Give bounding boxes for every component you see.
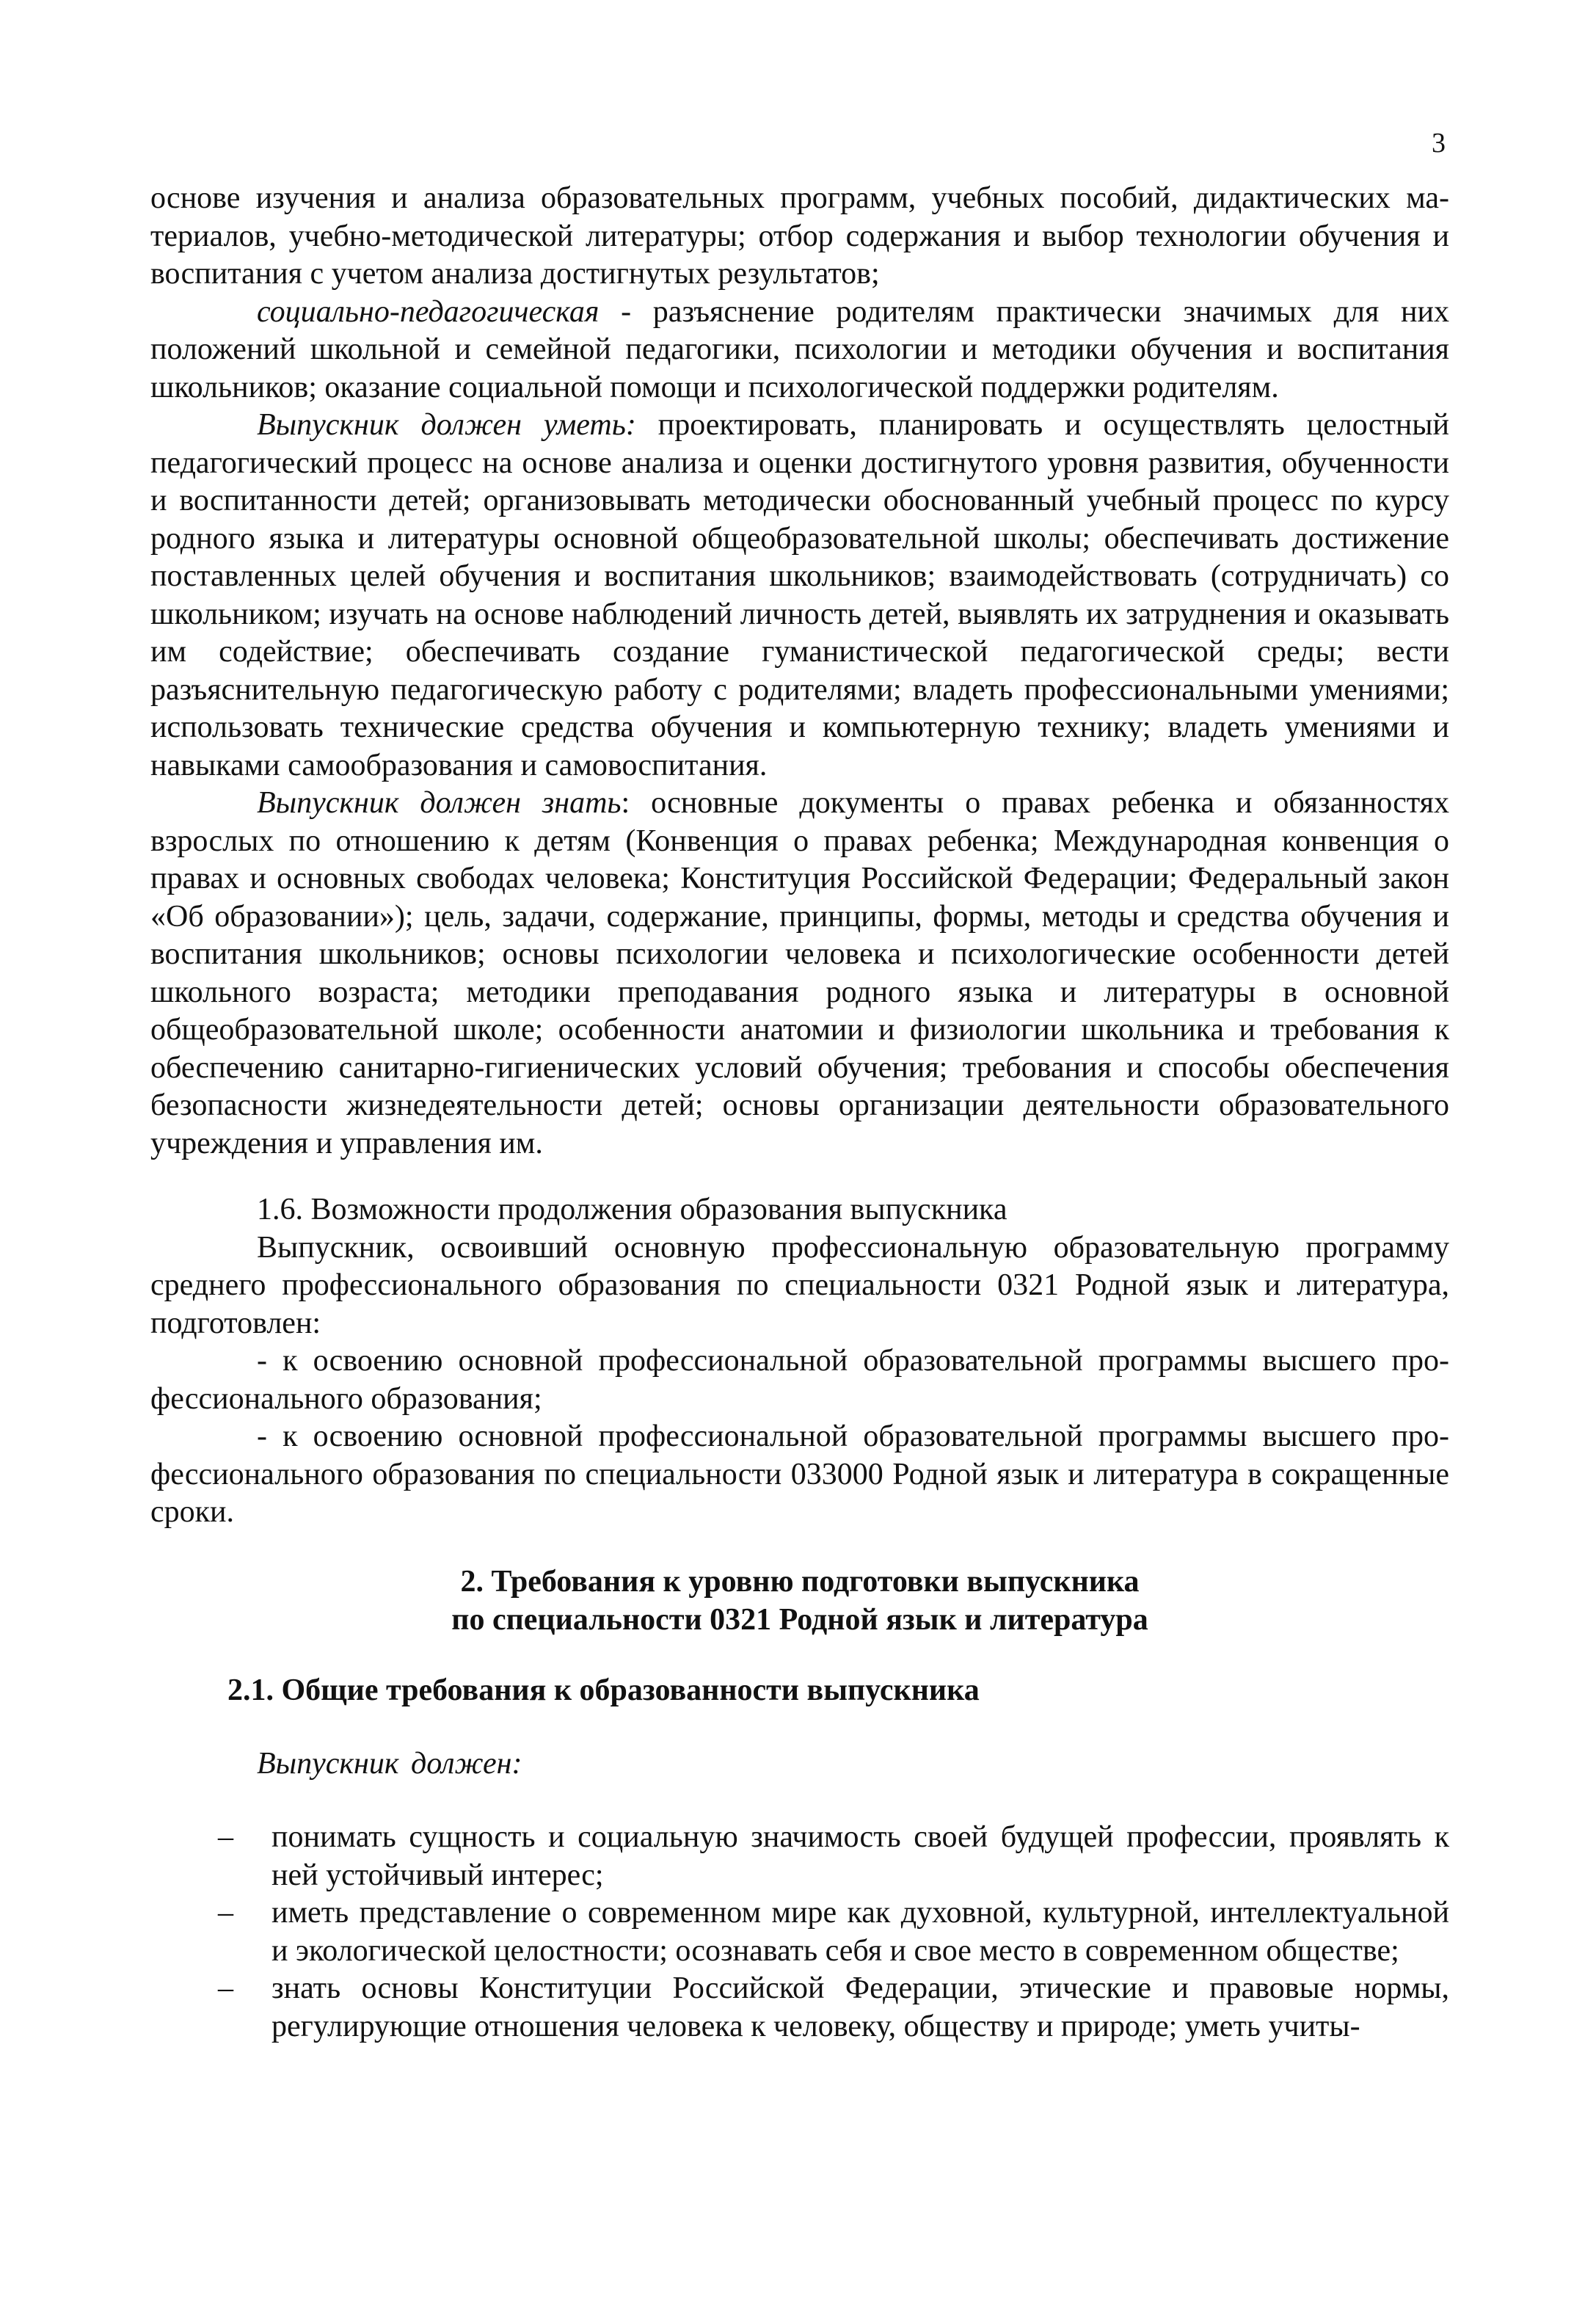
paragraph-social-pedagogical-text: - разъяснение родителям практически значимых для них положений школьной и семейной педагогики, психологии и методики обучения и воспитания школьников; оказание социальной помощи и психологической поддержки родителям. — [150, 294, 1449, 404]
section-1-6-item-1: - к освоению основной профессиональной образовательной программы высшего профессионального образования; — [150, 1344, 1449, 1416]
section-2-heading-line-1: 2. Требования к уровню подготовки выпускника — [460, 1565, 1140, 1599]
section-2-heading — [150, 1563, 1449, 1639]
paragraph-continuation: основе изучения и анализа образовательных программ, учебных пособий, дидактических материалов, учебно-методической литературы; отбор содержания и выбор технологии обучения и воспитания с учетом анализа достигнутых результатов; — [150, 181, 1449, 291]
top-text-block — [150, 180, 1449, 1163]
term-must-know: Выпускник должен знать — [257, 786, 622, 820]
list-item-text: иметь представление о современном мире как духовной, культурной, интеллектуальной и экологической целостности; осознавать себя и свое место в современном обществе; — [272, 1896, 1449, 1968]
list-item-text: знать основы Конституции Российской Федерации, этические и правовые нормы, регулирующие отношения человека к человеку, обществу и природе; уметь учиты- — [272, 1971, 1449, 2043]
section-1-6-item-2: - к освоению основной профессиональной образовательной программы высшего профессионального образования по специальности 033000 Родной язык и литература в сокращенные сроки. — [150, 1419, 1449, 1529]
graduate-must-lead: Выпускник должен: — [257, 1747, 522, 1781]
section-2-heading-line-2: по специальности 0321 Родной язык и литература — [451, 1602, 1148, 1637]
paragraph-social-pedagogical — [150, 294, 1449, 407]
term-social-pedagogical: социально-педагогическая — [257, 294, 600, 329]
section-1-6-intro: Выпускник, освоивший основную профессиональную образовательную программу среднего профессионального образования по специальности 0321 Родной язык и литература, подготовлен: — [150, 1230, 1449, 1340]
dash-bullet: – — [218, 1971, 233, 2005]
term-must-be-able: Выпускник должен уметь: — [257, 408, 636, 442]
dash-bullet: – — [218, 1820, 233, 1854]
page-number: 3 — [1432, 128, 1446, 159]
section-1-6 — [150, 1191, 1449, 1532]
list-item — [150, 1894, 1449, 1970]
section-2-1-heading: 2.1. Общие требования к образованности выпускника — [227, 1673, 980, 1707]
paragraph-must-be-able — [150, 407, 1449, 785]
list-item-text: понимать сущность и социальную значимость своей будущей профессии, проявлять к ней устойчивый интерес; — [272, 1820, 1449, 1892]
paragraph-must-know — [150, 785, 1449, 1163]
list-item — [150, 1970, 1449, 2046]
section-1-6-title: 1.6. Возможности продолжения образования выпускника — [257, 1193, 1007, 1226]
requirements-list — [150, 1819, 1449, 2046]
list-item — [150, 1819, 1449, 1894]
paragraph-must-be-able-text: проектировать, планировать и осуществлять целостный педагогический процесс на основе анализа и оценки достигнутого уровня развития, обученности и воспитанности детей; организовывать методически обоснованный учебный процесс по курсу родного языка и литературы основной общеобразовательной школы; обеспечивать достижение поставленных целей обучения и воспитания школьников; взаимодействовать (сотрудничать) со школьником; изучать на основе наблюдений личность детей, выявлять их затруднения и оказывать им содействие; обеспечивать создание гуманистической педагогической среды; вести разъяснительную педагогическую работу с родителями; владеть профессиональными умениями; использовать технические средства обучения и компьютерную технику; владеть умениями и навыками самообразования и самовоспитания. — [150, 408, 1450, 782]
dash-bullet: – — [218, 1896, 233, 1930]
paragraph-must-know-text: : основные документы о правах ребенка и обязанностях взрослых по отношению к детям (Конвенция о правах ребенка; Международная конвенция о правах и основных свободах человека; Конституция Российской Федерации; Федеральный закон «Об образовании»); цель, задачи, содержание, принципы, формы, методы и средства обучения и воспитания школьников; основы психологии человека и психологические особенности детей школьного возраста; методики преподавания родного языка и литературы в основной общеобразовательной школе; особенности анатомии и физиологии школьника и требования к обеспечению санитарно-гигиенических условий обучения; требования и способы обеспечения безопасности жизнедеятельности детей; основы организации деятельности образовательного учреждения и управления им. — [150, 786, 1450, 1160]
